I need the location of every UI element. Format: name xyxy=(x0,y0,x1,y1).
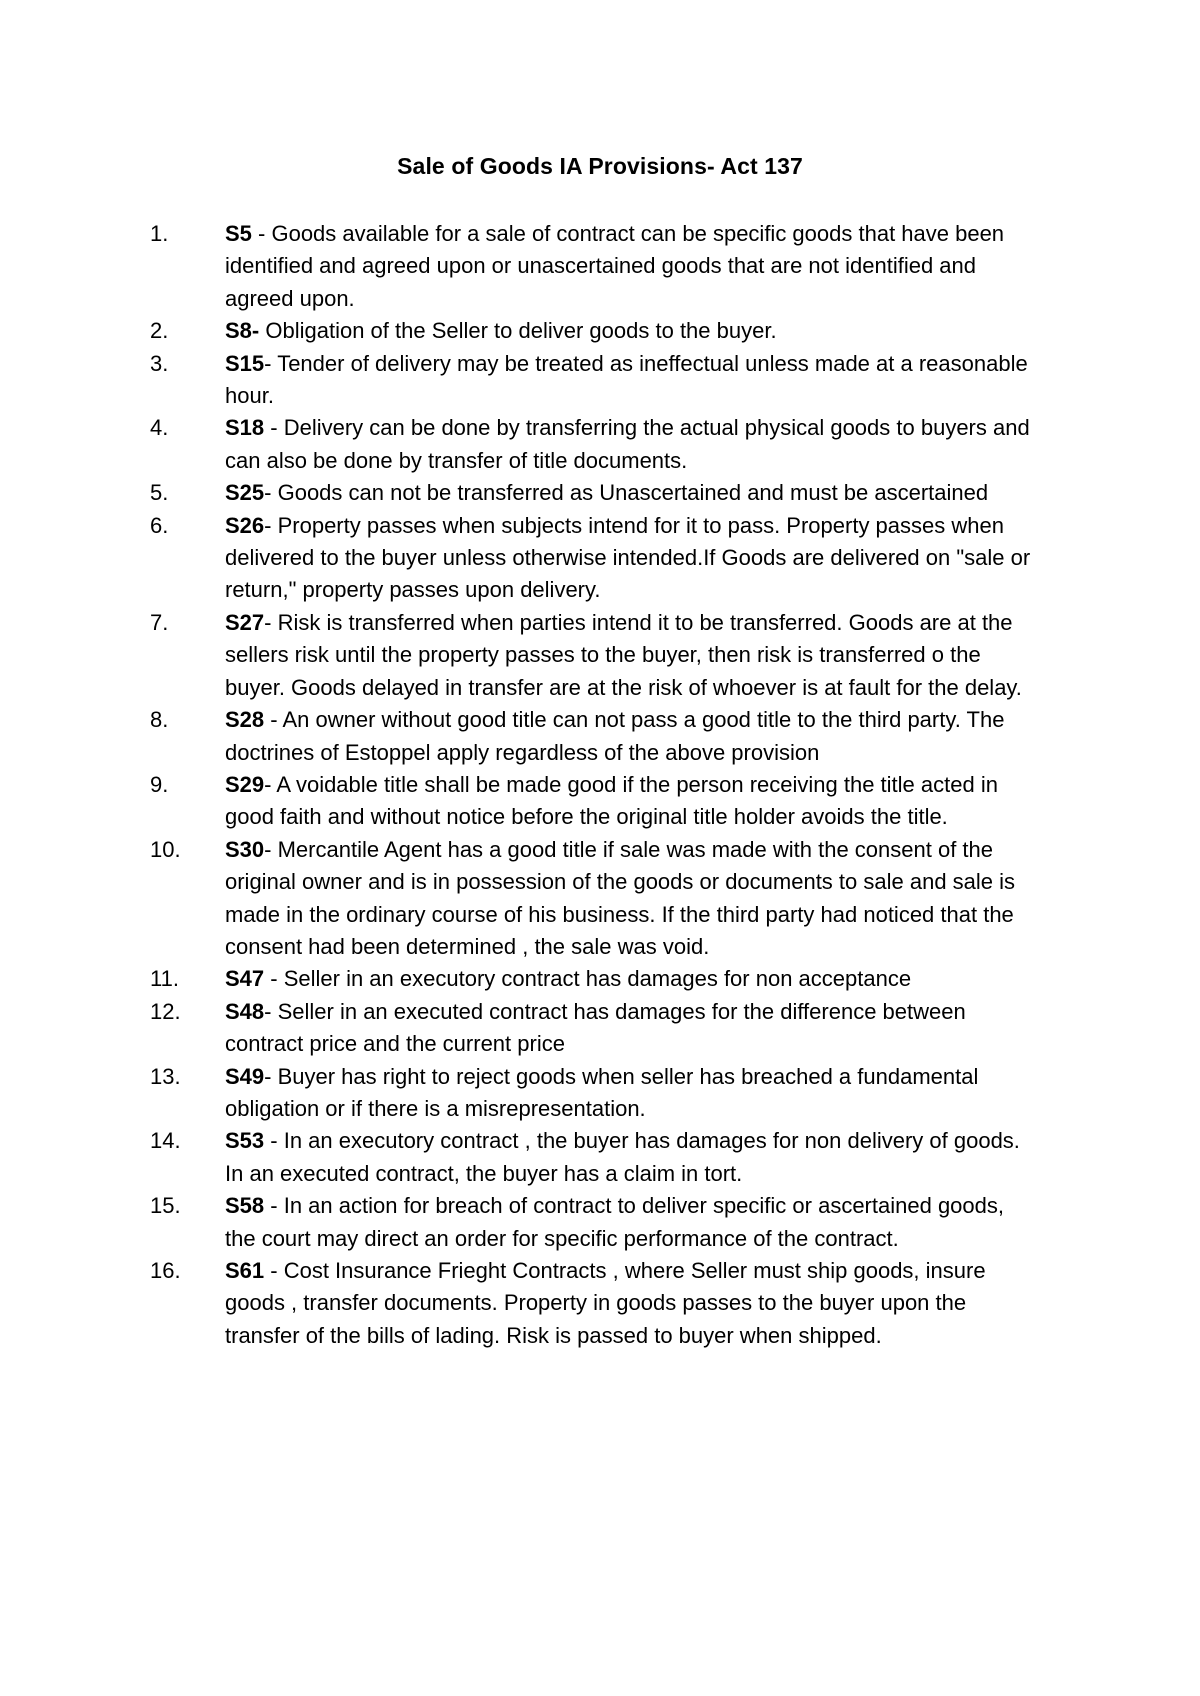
item-number: 5. xyxy=(150,480,169,506)
item-text: - Seller in an executed contract has damages for the difference between contract price and the current price xyxy=(225,998,966,1057)
list-item xyxy=(0,315,1200,347)
list-item xyxy=(0,510,1200,607)
item-text: - Tender of delivery may be treated as ineffectual unless made at a reasonable hour. xyxy=(225,350,1028,409)
item-body xyxy=(225,1255,1035,1352)
list-item xyxy=(0,1255,1200,1352)
section-label: S58 xyxy=(225,1193,265,1219)
item-body xyxy=(225,315,1035,347)
section-label: S30 xyxy=(225,836,265,862)
item-text: - Delivery can be done by transferring the actual physical goods to buyers and can also be done by transfer of title documents. xyxy=(225,415,1030,473)
list-item xyxy=(0,1190,1200,1255)
section-label: S53 xyxy=(225,1128,265,1154)
item-number: 1. xyxy=(150,221,169,246)
list-item xyxy=(0,607,1200,704)
item-text: - Mercantile Agent has a good title if sale was made with the consent of the original owner and is in possession of the goods or documents to sale and sale is made in the ordinary course of his business. If the third party had noticed that the consent had been determined , the sale was void. xyxy=(225,836,1016,959)
item-text: Obligation of the Seller to deliver goods to the buyer. xyxy=(259,318,777,344)
item-body xyxy=(225,1061,1035,1126)
item-text: - Goods can not be transferred as Unascertained and must be ascertained xyxy=(264,480,989,506)
item-body xyxy=(225,348,1035,413)
item-number: 7. xyxy=(150,609,169,635)
list-item xyxy=(0,477,1200,509)
item-text: - In an executory contract , the buyer has damages for non delivery of goods. In an executed contract, the buyer has a claim in tort. xyxy=(225,1128,1020,1186)
section-label: S28 xyxy=(225,707,265,733)
list-item xyxy=(0,996,1200,1061)
item-text: - Risk is transferred when parties intend it to be transferred. Goods are at the sellers risk until the property passes to the buyer, then risk is transferred o the buyer. Goods delayed in transfer are at the risk of whoever is at fault for the delay. xyxy=(225,609,1022,700)
item-body xyxy=(225,769,1035,834)
list-item xyxy=(0,704,1200,769)
list-item xyxy=(0,963,1200,995)
item-number: 12. xyxy=(150,998,181,1024)
list-item xyxy=(0,218,1200,315)
document-title: Sale of Goods IA Provisions- Act 137 xyxy=(397,153,803,179)
item-text: - Goods available for a sale of contract can be specific goods that have been identified and agreed upon or unascertained goods that are not identified and agreed upon. xyxy=(225,221,1005,311)
item-number: 4. xyxy=(150,415,169,441)
item-text: - In an action for breach of contract to deliver specific or ascertained goods, the court may direct an order for specific performance of the contract. xyxy=(225,1193,1004,1251)
item-text: - Seller in an executory contract has damages for non acceptance xyxy=(264,966,912,992)
item-number: 11. xyxy=(150,966,179,992)
section-label: S5 xyxy=(225,221,252,246)
list-item xyxy=(0,1125,1200,1190)
item-text: - Property passes when subjects intend for it to pass. Property passes when delivered to the buyer unless otherwise intended.If Goods are delivered on "sale or return," property passes upon delivery. xyxy=(225,512,1031,603)
item-body xyxy=(225,607,1035,704)
item-body xyxy=(225,834,1035,964)
list-item xyxy=(0,1061,1200,1126)
item-body xyxy=(225,963,1035,995)
section-label: S18 xyxy=(225,415,265,441)
item-number: 15. xyxy=(150,1193,181,1219)
item-body xyxy=(225,477,1035,509)
item-number: 10. xyxy=(150,836,181,862)
list-item xyxy=(0,834,1200,964)
item-number: 9. xyxy=(150,771,169,797)
item-number: 8. xyxy=(150,707,169,733)
item-text: - Buyer has right to reject goods when seller has breached a fundamental obligation or if there is a misrepresentation. xyxy=(225,1063,979,1121)
item-number: 13. xyxy=(150,1063,181,1089)
item-text: - An owner without good title can not pass a good title to the third party. The doctrines of Estoppel apply regardless of the above provision xyxy=(225,707,1005,765)
section-label: S25 xyxy=(225,480,265,506)
section-label: S29 xyxy=(225,771,265,797)
section-label: S8- xyxy=(225,318,260,344)
item-body xyxy=(225,510,1035,607)
item-body xyxy=(225,1125,1035,1190)
item-number: 3. xyxy=(150,350,169,376)
item-number: 14. xyxy=(150,1128,181,1154)
item-body xyxy=(225,704,1035,769)
item-number: 16. xyxy=(150,1258,181,1283)
list-item xyxy=(0,412,1200,477)
section-label: S27 xyxy=(225,609,265,635)
section-label: S15 xyxy=(225,350,265,376)
item-number: 6. xyxy=(150,512,169,538)
item-body xyxy=(225,1190,1035,1255)
section-label: S26 xyxy=(225,512,265,538)
section-label: S47 xyxy=(225,966,265,992)
item-text: - Cost Insurance Frieght Contracts , where Seller must ship goods, insure goods , transfer documents. Property in goods passes to the buyer upon the transfer of the bills of lading. Risk is passed to buyer when shipped. xyxy=(225,1258,986,1348)
list-item xyxy=(0,348,1200,413)
item-body xyxy=(225,412,1035,477)
item-text: - A voidable title shall be made good if the person receiving the title acted in good faith and without notice before the original title holder avoids the title. xyxy=(225,771,998,830)
item-number: 2. xyxy=(150,318,169,344)
item-body xyxy=(225,996,1035,1061)
section-label: S61 xyxy=(225,1258,265,1283)
list-item xyxy=(0,769,1200,834)
section-label: S48 xyxy=(225,998,265,1024)
section-label: S49 xyxy=(225,1063,265,1089)
item-body xyxy=(225,218,1035,315)
provisions-list xyxy=(0,218,1200,1352)
